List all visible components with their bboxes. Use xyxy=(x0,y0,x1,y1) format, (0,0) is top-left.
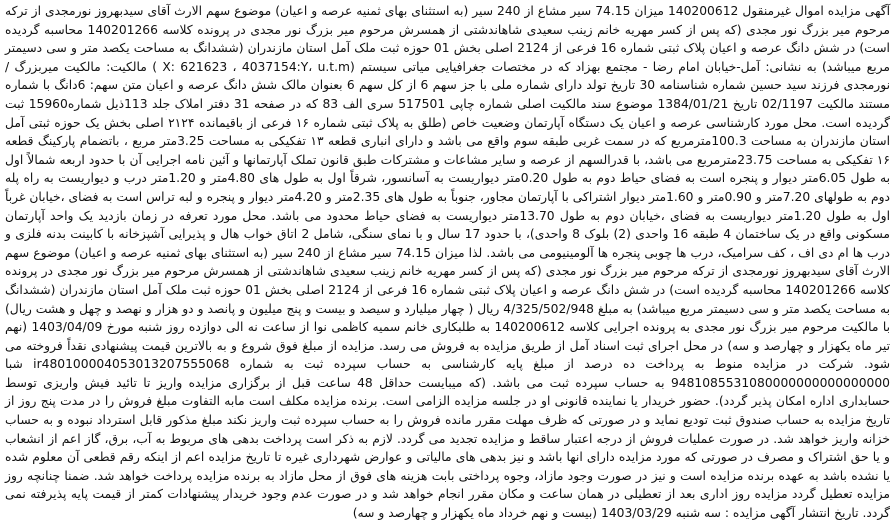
notice-body-text: آگهی مزایده اموال غیرمنقول 140200612 میزان 74.15 سیر مشاع از 240 سیر (به استثنای بهای ثمنیه عرصه و اعیان) موضوع سهم الارث آقای سیدبهروز نورمجدی از ترکه مرحوم میر بزرگ نور مجدی (که پس از کسر مهریه خانم زینب سعیدی شاهاندشتی از همسرش مرحوم میر بزرگ نور مجدی در پرونده کلاسه 140201266 محاسبه گردیده است) در شش دانگ عرصه و اعیان پلاک ثبتی شماره 16 فرعی از 2124 اصلی بخش 01 حوزه ثبت ملک آمل استان مازندران (ششدانگ به مساحت یکصد متر و سی دسیمتر مربع میباشد) به نشانی: آمل-خیابان امام رضا - مجتمع بهزاد که در مختصات جغرافیایی میاتی سیستم (X: 621623 ، 4037154:Y، u.t.m ) مالکیت: مالکیت میربزرگ / نورمجدی فرزند سید حسین شماره شناسنامه 30 تاریخ تولد دارای شماره ملی با جز سهم 6 از کل سهم 6 بعنوان مالک شش دانگ عرصه و اعیان متن سهم: 6دانگ با شماره مستند مالکیت 02/1197 تاریخ 1384/01/21 موضوع سند مالکیت اصلی شماره چاپی 517501 سری الف 83 که در صفحه 31 دفتر املاک جلد 113ذیل شماره15960 ثبت گردیده است. محل مورد کارشناسی عرصه و اعیان یک دستگاه آپارتمان وضعیت خاص (طلق به پلاک ثبتی شماره ۱۶ فرعی از باقیمانده ۲۱۲۴ اصلی بخش یک حوزه ثبتی آمل استان مازندران به مساحت 100.3مترمربع که در سمت غربی طبقه سوم واقع می باشد و دارای انباری قطعه ۱۳ تفکیکی به مساحت 3.25متر مربع ، باتضمام پارکینگ قطعه ۱۶ تفکیکی به مساحت 23.75مترمربع می باشد، با قدرالسهم از عرصه و سایر مشاعات و مشترکات طبق قانون تملک آپارتمانها و آئین نامه اجرایی آن با حدود اربعه شمالاً اول به طول 6.05متر دیوار و پنجره است به فضای حیاط دوم به طول 0.20متر دیواریست به آسانسور، شرقاً اول به طول های 4.80متر و 1.20متر درب و دیواریست به راه پله دوم به طولهای 7.20متر و 0.90متر و 1.60متر دیوار اشتراکی با آپارتمان مجاور، جنوباً به طول های 2.35متر و 4.20متر دیوار و پنجره و لبه تراس است به فضای ،خیابان غرباً اول به طول 1.20متر دیواریست به فضای ،خیابان دوم به طول 13.70متر دیواریست به فضای حیاط محدود می باشد. محل مورد تعرفه در زمان بازدید یک واحد آپارتمان مسکونی واقع در یک ساختمان 4 طبقه 16 واحدی (2) بلوک 8 واحدی)، با حدود 17 سال و با نمای سنگی، شامل 2 اتاق خواب هال و پذیرایی آشپزخانه با کابینت بدنه فلزی و درب ها ام دی اف ، کف سرامیک، درب ها چوبی پنجره ها آلومینیومی می باشد. لذا میزان 74.15 سیر مشاع از 240 سیر (به استثنای بهای ثمنیه عرصه و اعیان) موضوع سهم الارث آقای سیدبهروز نورمجدی از ترکه مرحوم میر بزرگ نور مجدی (که پس از کسر مهریه خانم زینب سعیدی شاهاندشتی از همسرش مرحوم میر بزرگ نور مجدی در پرونده کلاسه 140201266 محاسبه گردیده است) در شش دانگ عرصه و اعیان پلاک ثبتی شماره 16 فرعی از 2124 اصلی بخش 01 حوزه ثبت ملک آمل استان مازندران (ششدانگ به مساحت یکصد متر و سی دسیمتر مربع میباشد) به مبلغ 4/325/502/948 ریال ( چهار میلیارد و سیصد و بیست و پنج میلیون و پانصد و دو هزار و نهصد و چهل و هشت ریال) با مالکیت مرحوم میر بزرگ نور مجدی به پرونده اجرایی کلاسه 140200612 به طلبکاری خانم سمیه کاظمی نوا از ساعت نه الی دوازده روز شنبه مورخ 1403/04/09 (نهم تیر ماه یکهزار و چهارصد و سه) در محل اجرای ثبت اسناد آمل از طریق مزایده به فروش می رسد. مزایده از مبلغ فوق شروع و به بالاترین قیمت پیشنهادی نقداً فروخته می شود. شرکت در مزایده منوط به پرداخت ده درصد از مبلغ پایه کارشناسی به حساب سپرده ثبت به شماره ir480100004053013207555068 شبا 9481085531080000000000000000 به حساب سپرده ثبت می باشد. (که میبایست حداقل 48 ساعت قبل از برگزاری مزایده واریز تا تائید فیش واریزی توسط حسابداری اداره امکان پذیر گردد). حضور خریدار یا نماینده قانونی او در جلسه مزایده الزامی است. برنده مزایده مکلف است مابه التفاوت مبلغ فروش را در مدت پنج روز از تاریخ مزایده به حساب صندوق ثبت تودیع نماید و در صورتی که ظرف مهلت مقرر مانده فروش را به حساب سپرده ثبت واریز نکند مبلغ مذکور قابل استرداد نبوده و به حساب خزانه واریز خواهد شد. در صورت عملیات فروش از درجه اعتبار ساقط و مزایده تجدید می گردد. لازم به ذکر است پرداخت بدهی های مربوط به آب، برق، گاز اعم از انشعاب و یا حق اشتراک و مصرف در صورتی که مورد مزایده دارای انها باشد و نیز بدهی های مالیاتی و عوارض شهرداری غیره تا تاریخ مزایده اعم از اینکه رقم قطعی آن معلوم شده یا نشده باشد به عهده برنده مزایده است و نیز در صورت وجود مازاد، وجوه پرداختی بابت هزینه های فوق از محل مازاد به برنده مزایده پرداخت خواهد شد. ضمنا چنانچه روز مزایده تعطیل گردد مزایده روز اداری بعد از تعطیلی در همان ساعت و مکان مقرر انجام خواهد شد و در صورت عدم وجود خریدار پیشنهادات کمتر از قیمت پایه پذیرفته نمی گردد. تاریخ انتشار آگهی مزایده : سه شنبه 1403/03/29 (بیست و نهم خرداد ماه یکهزار و چهارصد و سه) xyxy=(5,4,891,521)
